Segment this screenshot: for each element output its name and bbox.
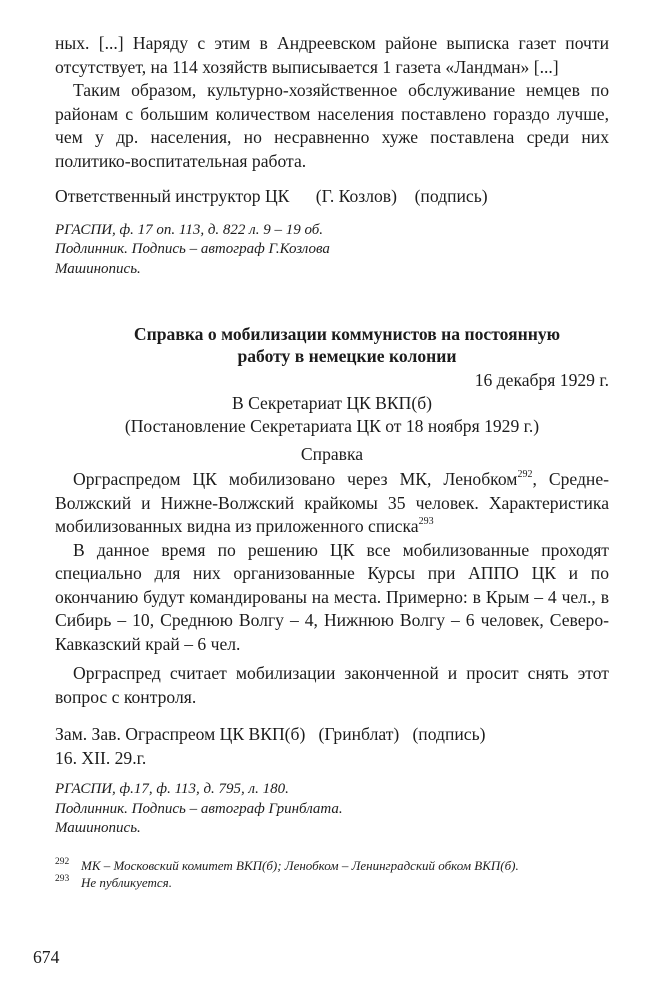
source-original: Подлинник. Подпись – автограф Г.Козлова <box>55 241 330 257</box>
document-date: 16 декабря 1929 г. <box>474 370 609 390</box>
source-type: Машинопись. <box>55 820 141 836</box>
signature-line: Ответственный инструктор ЦК (Г. Козлов) (подпись) <box>55 186 488 206</box>
source-archive: РГАСПИ, ф. 17 оп. 113, д. 822 л. 9 – 19 об. <box>55 221 324 238</box>
paragraph-courses: В данное время по решению ЦК все мобилизованные проходят специально для них организованные Курсы при АППО ЦК и по окончанию будут командированы на места. Примерно: в Крым – 4 чел., в Сибирь – 10, Среднюю Волгу – 4, Нижнюю Волгу – 6 человек, Северо-Кавказский край – 6 чел. <box>55 539 609 654</box>
paragraph-conclusion-2: Орграспред считает мобилизации законченной и просит снять этот вопрос с контроля. <box>55 663 609 707</box>
paragraph-continuation: ных. [...] Наряду с этим в Андреевском районе выписка газет почти отсутствует, на 114 хозяйств выписывается 1 газета «Ландман» [...] <box>55 33 609 77</box>
source-original: Подлинник. Подпись – автограф Гринблата. <box>55 800 343 817</box>
addressee: В Секретариат ЦК ВКП(б) <box>231 393 433 413</box>
signature-date: 16. XII. 29.г. <box>55 747 147 768</box>
footnotes <box>55 857 609 891</box>
source-archive: РГАСПИ, ф.17, ф. 113, д. 795, л. 180. <box>55 781 289 797</box>
page-content <box>55 32 609 891</box>
footnote-text: Не публикуется. <box>81 874 172 890</box>
footnote-number: 293 <box>55 873 70 884</box>
source-type: Машинопись. <box>55 260 141 277</box>
paragraph-text: , Средне-Волжский и Нижне-Волжский крайкомы 35 человек. Характеристика мобилизованных видна из приложенного списка <box>55 469 609 536</box>
footnote-ref: 293 <box>418 516 434 528</box>
paragraph-mobilization <box>55 468 609 539</box>
signature-line-2: Зам. Зав. Ограспреом ЦК ВКП(б) (Гринблат) (подпись) <box>55 724 486 744</box>
paragraph-text: Орграспредом ЦК мобилизовано через МК, Ленобком <box>73 469 518 489</box>
resolution: (Постановление Секретариата ЦК от 18 ноября 1929 г.) <box>124 416 540 436</box>
source-note-2 <box>55 780 609 839</box>
footnote-number: 292 <box>55 856 70 867</box>
footnote <box>55 874 609 891</box>
footnote <box>55 857 609 874</box>
title-line-1: Справка о мобилизации коммунистов на постоянную <box>133 324 561 344</box>
source-note <box>55 221 609 280</box>
page-number: 674 <box>33 947 60 967</box>
document-title <box>55 323 609 367</box>
footnote-text: МК – Московский комитет ВКП(б); Ленобком – Ленинградский обком ВКП(б). <box>81 857 519 873</box>
footnote-ref: 292 <box>517 469 533 481</box>
document-heading: Справка <box>300 444 364 464</box>
title-line-2: работу в немецкие колонии <box>237 346 457 366</box>
paragraph-conclusion: Таким образом, культурно-хозяйственное обслуживание немцев по районам с большим количеством населения поставлено гораздо лучше, чем у др. населения, но несравненно хуже поставлена среди них политико-воспитательная работа. <box>55 80 609 171</box>
